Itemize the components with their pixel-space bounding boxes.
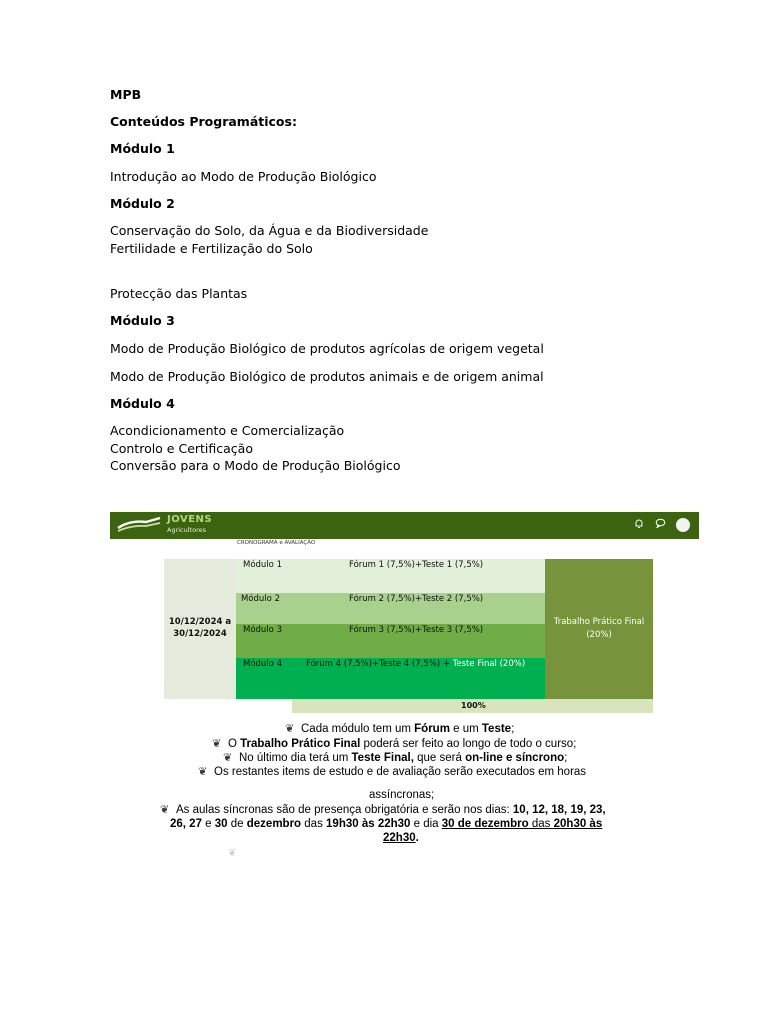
module-4-item: Conversão para o Modo de Produção Biológico (110, 458, 401, 473)
period-dates: 10/12/2024 a 30/12/2024 (168, 617, 232, 639)
module-label: Módulo 2 (241, 594, 280, 604)
bullet-continuation: 22h30. (383, 832, 419, 844)
brand-logo-icon (116, 516, 162, 534)
module-4-heading: Módulo 4 (110, 396, 175, 411)
module-2-item: Fertilidade e Fertilização do Solo (110, 241, 313, 256)
leaf-icon: ❦ (212, 738, 222, 750)
module-4-item: Acondicionamento e Comercialização (110, 423, 345, 438)
module-3-heading: Módulo 3 (110, 313, 175, 328)
bullet-item: ❦ Os restantes items de estudo e de avaliação serão executados em horas (198, 766, 587, 778)
evaluation-text: Fórum 1 (7,5%)+Teste 1 (7,5%) (349, 560, 484, 570)
embedded-screenshot (110, 512, 699, 865)
module-1-item: Introdução ao Modo de Produção Biológico (110, 169, 377, 184)
doc-subtitle: Conteúdos Programáticos: (110, 114, 297, 129)
screenshot-gap (110, 779, 699, 787)
brand-tagline: Agricultores (167, 526, 206, 534)
screenshot-header-bar (110, 512, 699, 539)
bullet-item: ❦ Cada módulo tem um Fórum e um Teste; (285, 723, 515, 735)
chat-icon[interactable] (653, 518, 667, 532)
brand-name: JOVENS (167, 514, 213, 525)
module-label: Módulo 1 (243, 560, 282, 570)
module-label: Módulo 3 (243, 625, 282, 635)
module-2-heading: Módulo 2 (110, 196, 175, 211)
final-work-text: Trabalho Prático Final (20%) (553, 617, 645, 640)
bell-icon[interactable] (632, 518, 646, 532)
evaluation-text: Fórum 3 (7,5%)+Teste 3 (7,5%) (349, 625, 484, 635)
faded-leaf-icon: ❦ (228, 848, 237, 859)
module-4-item: Controlo e Certificação (110, 441, 253, 456)
bullet-continuation: assíncronas; (369, 789, 435, 801)
leaf-icon: ❦ (198, 766, 208, 778)
evaluation-text: Fórum 4 (7,5%)+Teste 4 (7,5%) + Teste Final (20%) (306, 659, 526, 669)
leaf-icon: ❦ (160, 804, 170, 816)
module-1-heading: Módulo 1 (110, 141, 175, 156)
avatar[interactable] (676, 518, 690, 532)
module-3-item: Modo de Produção Biológico de produtos animais e de origem animal (110, 369, 544, 384)
schedule-label: CRONOGRAMA e AVALIAÇÃO (237, 540, 316, 546)
bullet-continuation: 26, 27 e 30 de dezembro das 19h30 às 22h30 e dia 30 de dezembro das 20h30 às (170, 818, 603, 830)
module-label: Módulo 4 (243, 659, 282, 669)
bullet-item: ❦ As aulas síncronas são de presença obrigatória e serão nos dias: 10, 12, 18, 19, 23, (160, 804, 606, 816)
doc-title: MPB (110, 87, 142, 102)
total-value: 100% (461, 701, 486, 710)
evaluation-text: Fórum 2 (7,5%)+Teste 2 (7,5%) (349, 594, 484, 604)
bullet-item: ❦ No último dia terá um Teste Final, que será on-line e síncrono; (223, 752, 568, 764)
module-2-item: Protecção das Plantas (110, 286, 248, 301)
module-3-item: Modo de Produção Biológico de produtos agrícolas de origem vegetal (110, 341, 544, 356)
final-test-highlight: Teste Final (20%) (452, 659, 526, 669)
bullet-item: ❦ O Trabalho Prático Final poderá ser feito ao longo de todo o curso; (212, 738, 577, 750)
module-2-item: Conservação do Solo, da Água e da Biodiversidade (110, 223, 429, 238)
leaf-icon: ❦ (285, 723, 295, 735)
leaf-icon: ❦ (223, 752, 233, 764)
